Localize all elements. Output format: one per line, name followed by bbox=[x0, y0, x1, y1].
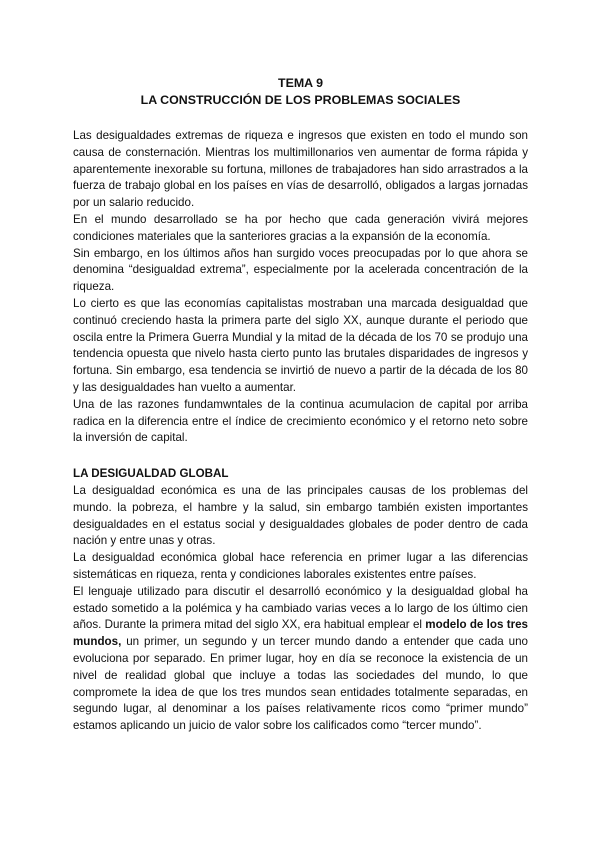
section-paragraph-2: La desigualdad económica global hace referencia en primer lugar a las diferencias sistemáticas en riqueza, renta y condiciones laborales existentes entre países. bbox=[73, 551, 528, 581]
document-title: LA CONSTRUCCIÓN DE LOS PROBLEMAS SOCIALES bbox=[140, 93, 461, 107]
intro-paragraph-3: Sin embargo, en los últimos años han surgido voces preocupadas por lo que ahora se denomina “desigualdad extrema”, especialmente por la acelerada concentración de la riqueza. bbox=[73, 246, 528, 294]
tema-number: TEMA 9 bbox=[278, 76, 323, 90]
paragraph-3-text-start: El lenguaje utilizado para discutir el desarrolló económico y la desigualdad global ha estado sometido a la polémica y ha cambiado varias veces a lo largo de los último cien años. Durante la primera mitad del siglo XX, era habitual emplear el bbox=[73, 584, 528, 632]
intro-paragraph-4: Lo cierto es que las economías capitalistas mostraban una marcada desigualdad que continuó creciendo hasta la primera parte del siglo XX, aunque durante el periodo que oscila entre la Primera Guerra Mundial y la mitad de la década de los 70 se produjo una tendencia opuesta que nivelo hasta cierto punto las brutales disparidades de ingresos y fortuna. Sin embargo, esa tendencia se invirtió de nuevo a partir de la década de los 80 y las desigualdades han vuelto a aumentar. bbox=[73, 296, 528, 394]
paragraph-3-text-end: un primer, un segundo y un tercer mundo dando a entender que cada uno evoluciona por separado. En primer lugar, hoy en día se reconoce la existencia de un nivel de realidad global que incluye a todas las sociedades del mundo, lo que compromete la idea de que los tres mundos sean entidades totalmente separadas, en segundo lugar, al denominar a los países relativamente ricos como “primer mundo” estamos aplicando un juicio de valor sobre los calificados como “tercer mundo”. bbox=[73, 635, 528, 733]
section-paragraph-1: La desigualdad económica es una de las principales causas de los problemas del mundo. la pobreza, el hambre y la salud, sin embargo también existen importantes desigualdades en el estatus social y desigualdades globales de poder dentro de cada nación y entre unas y otras. bbox=[73, 483, 528, 548]
three-worlds-model-term: modelo de los tres mundos, bbox=[73, 618, 529, 649]
intro-paragraph-5: Una de las razones fundamwntales de la continua acumulacion de capital por arriba radica en la diferencia entre el índice de crecimiento económico y el retorno neto sobre la inversión de capital. bbox=[73, 397, 528, 445]
intro-paragraph-1: Las desigualdades extremas de riqueza e ingresos que existen en todo el mundo son causa de consternación. Mientras los multimillonarios ven aumentar de forma rápida y aparentemente inexorable su fortuna, millones de trabajadores han sido arrastrados a la fuerza de trabajo global en los países en vías de desarrolló, obligados a largas jornadas por un salario reducido. bbox=[73, 129, 528, 210]
section-paragraph-3 bbox=[73, 584, 528, 735]
intro-paragraph-2: En el mundo desarrollado se ha por hecho que cada generación vivirá mejores condiciones materiales que la santeriores gracias a la expansión de la economía. bbox=[73, 212, 528, 243]
section-heading: LA DESIGUALDAD GLOBAL bbox=[73, 467, 229, 481]
